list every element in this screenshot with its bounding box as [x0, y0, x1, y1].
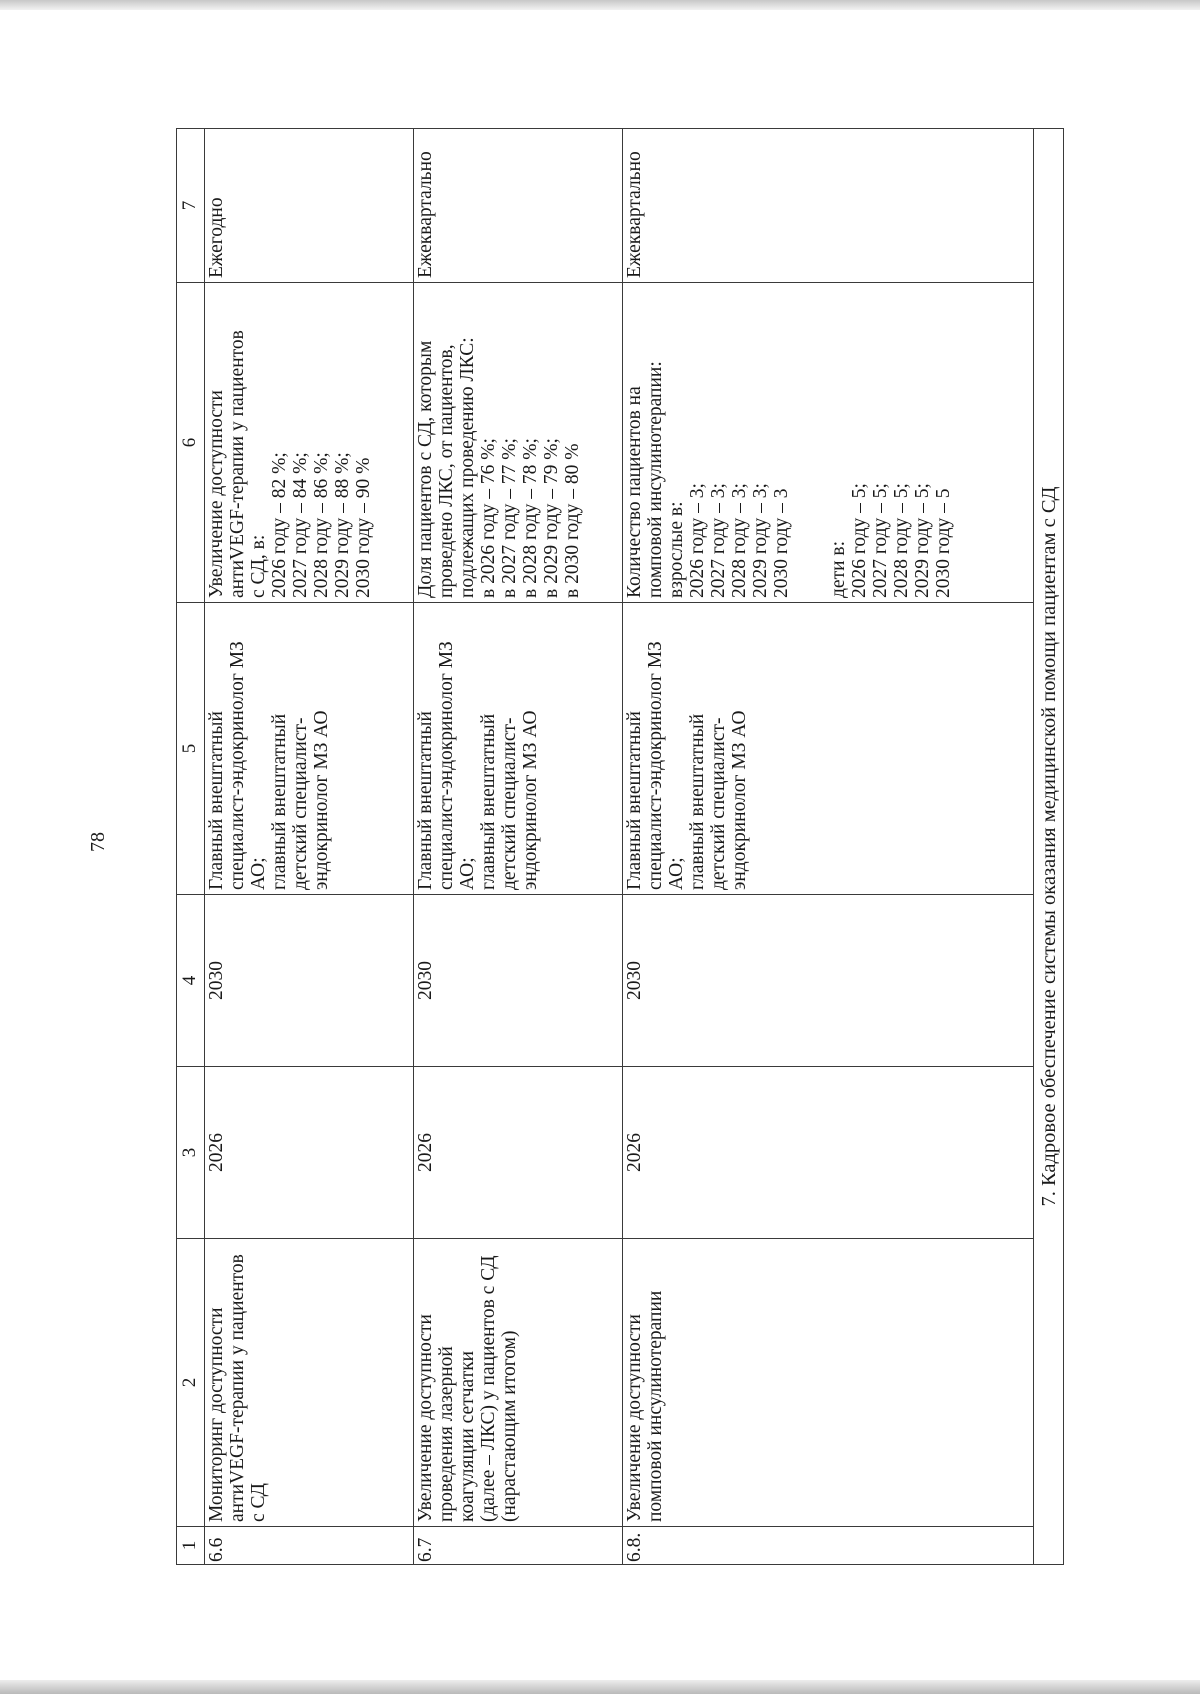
start-year: 2026	[204, 1067, 413, 1239]
text-line: в 2027 году – 77 %;	[498, 438, 520, 598]
result-cell	[622, 283, 1034, 603]
text-line: взрослые в:	[665, 501, 687, 598]
text-line: в 2029 году – 79 %;	[540, 438, 562, 598]
text-line: 2027 году – 84 %;	[289, 452, 311, 598]
text-line: подлежащих проведению ЛКС:	[456, 337, 478, 598]
periodicity-cell: Ежеквартально	[622, 129, 1034, 283]
text-line: АО;	[456, 857, 478, 890]
text-line: главный внештатный	[268, 713, 290, 890]
text-line: эндокринолог МЗ АО	[519, 710, 541, 890]
measure-name-cell	[204, 1239, 413, 1527]
text-line: 2029 году – 3;	[749, 483, 771, 598]
text-line: в 2026 году – 76 %;	[477, 438, 499, 598]
periodicity-cell: Ежеквартально	[413, 129, 622, 283]
text-line: эндокринолог МЗ АО	[310, 710, 332, 890]
text-line: антиVEGF-терапии у пациентов	[226, 330, 248, 598]
text-line: Увеличение доступности	[623, 1314, 645, 1522]
text-line: Главный внештатный	[414, 711, 436, 890]
text-line: Мониторинг доступности	[205, 1307, 227, 1522]
text-line: детский специалист-	[498, 717, 520, 890]
header-cell: 1	[177, 1527, 205, 1565]
text-line: специалист-эндокринолог МЗ	[226, 641, 248, 890]
text-line: 2028 году – 5;	[891, 483, 913, 598]
result-cell	[413, 283, 622, 603]
start-year: 2026	[413, 1067, 622, 1239]
text-line: с СД, в:	[247, 534, 269, 598]
text-line: 2030 году – 3	[770, 488, 792, 598]
text-line: проведения лазерной	[435, 1346, 457, 1522]
text-line: 2027 году – 3;	[707, 483, 729, 598]
table-row	[413, 129, 622, 1565]
spacer	[792, 287, 828, 598]
text-line: АО;	[665, 857, 687, 890]
scan-top-edge	[0, 0, 1200, 10]
text-line: помповой инсулинотерапии:	[644, 361, 666, 598]
text-line: (нарастающим итогом)	[498, 1330, 520, 1522]
text-line: специалист-эндокринолог МЗ	[435, 641, 457, 890]
text-line: проведено ЛКС, от пациентов,	[435, 344, 457, 598]
section-title: 7. Кадровое обеспечение системы оказания медицинской помощи пациентам с СД	[1034, 129, 1064, 1565]
text-line: главный внештатный	[686, 713, 708, 890]
rotated-table-container	[176, 129, 1064, 1565]
text-line: 2028 году – 86 %;	[310, 452, 332, 598]
responsible-cell	[622, 603, 1034, 895]
text-line: 2029 году – 88 %;	[331, 452, 353, 598]
responsible-cell	[204, 603, 413, 895]
text-line: 2026 году – 5;	[848, 483, 870, 598]
header-cell: 3	[177, 1067, 205, 1239]
text-line: Главный внештатный	[623, 711, 645, 890]
text-line: коагуляции сетчатки	[456, 1350, 478, 1522]
result-cell	[204, 283, 413, 603]
text-line: 2027 году – 5;	[869, 483, 891, 598]
text-line: детский специалист-	[707, 717, 729, 890]
table-header-row	[177, 129, 205, 1565]
text-line: специалист-эндокринолог МЗ	[644, 641, 666, 890]
section-heading-row	[1034, 129, 1064, 1565]
scan-bottom-edge	[0, 1680, 1200, 1694]
header-cell: 6	[177, 283, 205, 603]
text-line: АО;	[247, 857, 269, 890]
header-cell: 5	[177, 603, 205, 895]
text-line: 2026 году – 82 %;	[268, 452, 290, 598]
measure-name-cell	[622, 1239, 1034, 1527]
header-cell: 2	[177, 1239, 205, 1527]
text-line: детский специалист-	[289, 717, 311, 890]
text-line: Увеличение доступности	[414, 1314, 436, 1522]
end-year: 2030	[204, 895, 413, 1067]
text-line: 2030 году – 90 %	[352, 457, 374, 598]
text-line: 2028 году – 3;	[728, 483, 750, 598]
header-cell: 4	[177, 895, 205, 1067]
text-line: 2026 году – 3;	[686, 483, 708, 598]
end-year: 2030	[413, 895, 622, 1067]
responsible-cell	[413, 603, 622, 895]
text-line: помповой инсулинотерапии	[644, 1290, 666, 1522]
row-number: 6.8.	[622, 1527, 1034, 1565]
start-year: 2026	[622, 1067, 1034, 1239]
text-line: 2030 году – 5	[933, 488, 955, 598]
measures-table	[176, 128, 1064, 1565]
text-line: (далее – ЛКС) у пациентов с СД	[477, 1255, 499, 1522]
text-line: 2029 году – 5;	[912, 483, 934, 598]
text-line: эндокринолог МЗ АО	[728, 710, 750, 890]
text-line: Увеличение доступности	[205, 390, 227, 598]
table-row	[622, 129, 1034, 1565]
text-line: Доля пациентов с СД, которым	[414, 340, 436, 598]
end-year: 2030	[622, 895, 1034, 1067]
measure-name-cell	[413, 1239, 622, 1527]
row-number: 6.6	[204, 1527, 413, 1565]
periodicity-cell: Ежегодно	[204, 129, 413, 283]
row-number: 6.7	[413, 1527, 622, 1565]
text-line: дети в:	[827, 540, 849, 598]
text-line: с СД	[247, 1483, 269, 1522]
table-row	[204, 129, 413, 1565]
text-line: в 2030 году – 80 %	[561, 443, 583, 598]
text-line: Количество пациентов на	[623, 386, 645, 598]
page-number: 78	[87, 832, 109, 852]
header-cell: 7	[177, 129, 205, 283]
text-line: главный внештатный	[477, 713, 499, 890]
text-line: антиVEGF-терапии у пациентов	[226, 1254, 248, 1522]
text-line: в 2028 году – 78 %;	[519, 438, 541, 598]
text-line: Главный внештатный	[205, 711, 227, 890]
